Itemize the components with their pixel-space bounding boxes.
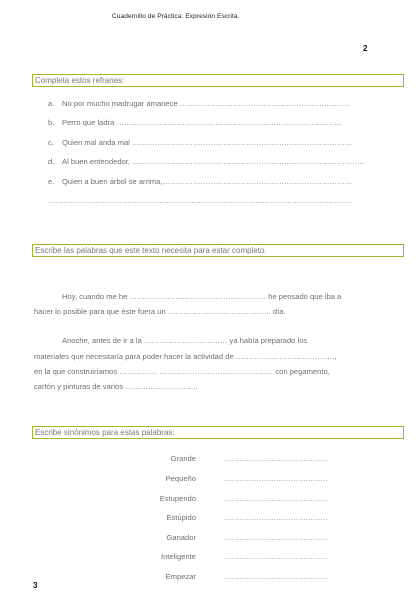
section-heading-completar-texto: Escribe las palabras que este texto necesita para estar completo.	[32, 244, 404, 257]
item-letter: c.	[48, 138, 54, 147]
item-text: Quien mal anda mal ……………………………………………………………………………	[62, 138, 353, 147]
item-text: Quien a buen árbol se arrima,…………………………………………………………………	[62, 177, 353, 186]
synonym-answer-line: ……………………………………	[224, 494, 328, 503]
refran-item-a	[48, 99, 349, 108]
item-letter: e.	[48, 177, 55, 186]
synonym-answer-line: ……………………………………	[224, 474, 328, 483]
refran-item-d	[48, 157, 364, 166]
item-letter: d.	[48, 157, 55, 166]
synonym-word: Grande	[170, 454, 196, 463]
item-text: No por mucho madrugar amanece ………………………………………………………….	[62, 99, 349, 108]
synonym-word: Estúpido	[166, 513, 196, 522]
synonym-word: Estupendo	[159, 494, 196, 503]
item-letter: a.	[48, 99, 55, 108]
paragraph2-line2: materiales que necesitaría para poder hacer la actividad de………………………………….,	[34, 352, 337, 361]
extra-answer-line: ……………………………………………………………………………………………………………	[48, 196, 352, 205]
synonym-answer-line: ……………………………………	[224, 454, 328, 463]
synonym-word: Empezar	[165, 572, 196, 581]
paragraph2-line1: Anoche, antes de ir a la …………………………… ya había preparado los	[62, 336, 308, 345]
document-header: Cuadernillo de Práctica: Expresión Escrita.	[112, 13, 240, 20]
paragraph2-line4: cartón y pinturas de varios ………………………..	[34, 382, 198, 391]
synonym-answer-line: ……………………………………	[224, 533, 328, 542]
section-heading-sinonimos: Escribe sinónimos para estas palabras:	[32, 426, 404, 439]
refran-item-c	[48, 138, 352, 147]
synonym-word: Ganador	[166, 533, 196, 542]
page-number-top: 2	[363, 44, 368, 53]
synonym-word: Pequeño	[165, 474, 196, 483]
page-number-bottom: 3	[33, 581, 38, 590]
paragraph1-line2: hacer lo posible para que éste fuera un ………………………………….. día.	[34, 307, 286, 316]
synonym-answer-line: ……………………………………	[224, 572, 328, 581]
synonym-word: Inteligente	[160, 552, 196, 561]
refran-item-e	[48, 177, 352, 186]
item-text: Al buen entendedor, ………………………………………………………………………………..	[62, 157, 365, 166]
section-heading-refranes: Completa estos refranes:	[32, 74, 404, 87]
item-letter: b.	[48, 118, 55, 127]
refran-item-b	[48, 118, 341, 127]
synonym-answer-line: ……………………………………	[224, 552, 328, 561]
paragraph1-line1: Hoy, cuando me he ……………………………………………… he pensado que iba a	[62, 292, 342, 301]
synonym-answer-line: ……………………………………	[224, 513, 328, 522]
paragraph2-line3: en la que construiríamos …………… ……………………………………… con pegamento,	[34, 367, 330, 376]
item-text: Perro que ladra ……………………………………………………………………………..	[62, 118, 341, 127]
